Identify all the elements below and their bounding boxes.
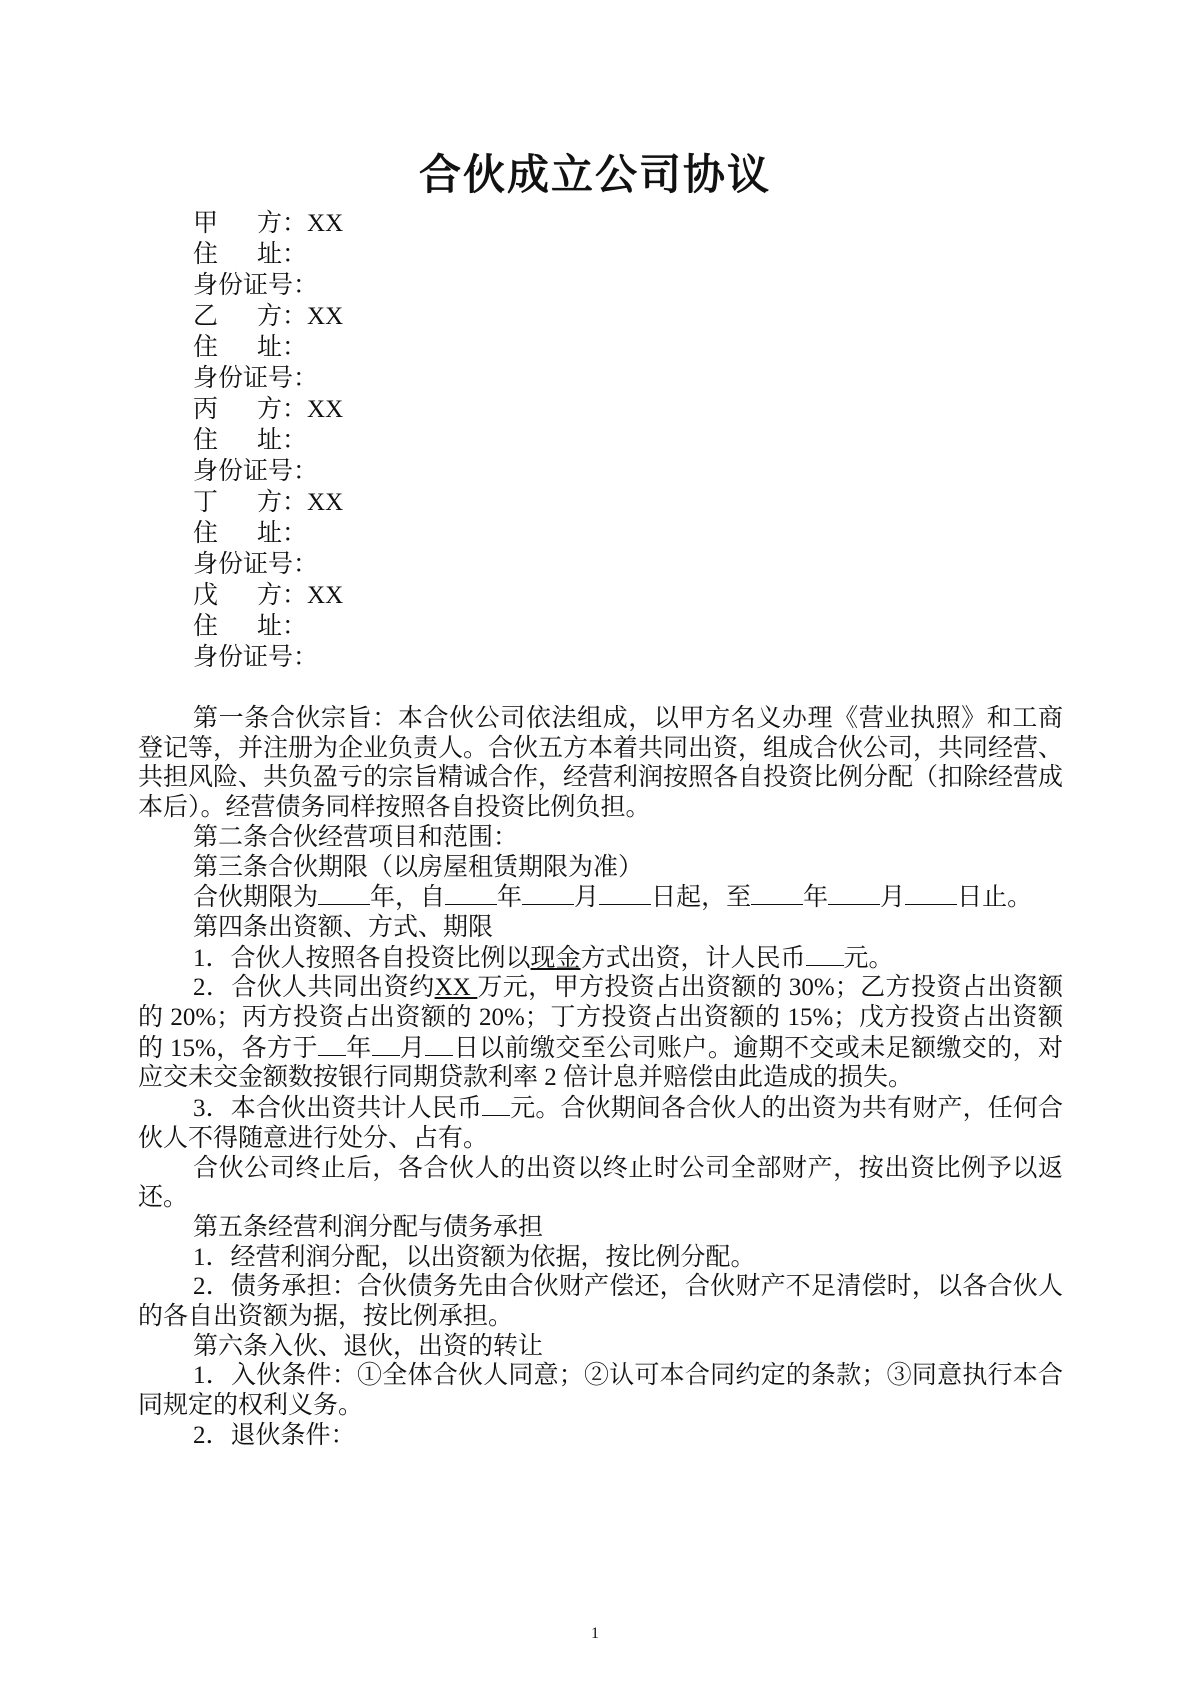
- party-id-line: [193, 549, 343, 580]
- party-id-line: [193, 642, 343, 673]
- party-address-line: [193, 611, 343, 642]
- blank-field: [318, 1033, 346, 1056]
- article-6-clause-1: 1．入伙条件：①全体合伙人同意；②认可本合同约定的条款；③同意执行本合同规定的权利义务。: [138, 1362, 1063, 1420]
- address-label-suffix: 址：: [257, 241, 308, 268]
- blank-field: [828, 882, 880, 905]
- text: 1．合伙人按照各自投资比例以: [193, 944, 531, 972]
- article-4-clause-4: 合伙公司终止后，各合伙人的出资以终止时公司全部财产，按出资比例予以返还。: [138, 1154, 1063, 1212]
- party-role-suffix: 方：: [257, 489, 308, 516]
- text: 月: [399, 1034, 426, 1062]
- address-label-suffix: 址：: [257, 427, 308, 454]
- article-4-clause-3: [138, 1093, 1063, 1153]
- party-role: 戊: [193, 582, 219, 609]
- text: 月: [880, 884, 906, 912]
- text: 2．合伙人共同出资约: [193, 974, 435, 1002]
- party-address-line: [193, 518, 343, 549]
- blank-field: [482, 1093, 510, 1116]
- party-name-line: [193, 301, 343, 332]
- page-number: 1: [591, 1625, 599, 1642]
- address-label: 住: [193, 520, 219, 547]
- article-2-heading: 第二条合伙经营项目和范围：: [193, 823, 519, 851]
- article-5-clause-2: 2．债务承担：合伙债务先由合伙财产偿还，合伙财产不足清偿时，以各合伙人的各自出资额为据，按比例承担。: [138, 1273, 1063, 1331]
- party-address-line: [193, 332, 343, 363]
- text: 年: [497, 884, 523, 912]
- party-name-line: [193, 487, 343, 518]
- party-name-line: [193, 208, 343, 239]
- text: 万元，甲方投资占出资额的 30%；乙方投资占出资额的 20%；丙方投资占出资额的 20%；丁方投资占出资额的 15%；戊方投资占出资额的 15%，各方于: [138, 974, 1063, 1062]
- blank-field: [751, 882, 803, 905]
- id-label: 身份证号：: [193, 644, 319, 671]
- agreement-body: [138, 704, 1063, 1451]
- blank-field: [372, 1033, 400, 1056]
- address-label-suffix: 址：: [257, 334, 308, 361]
- text: 日止。: [957, 884, 1033, 912]
- article-4-clause-2: [138, 973, 1063, 1093]
- text: 元。合伙期间各合伙人的出资为共有财产，任何合伙人不得随意进行处分、占有。: [138, 1095, 1063, 1152]
- party-role-suffix: 方：: [257, 303, 308, 330]
- party-id-line: [193, 270, 343, 301]
- blank-field: [806, 943, 844, 966]
- party-name: XX: [307, 210, 344, 237]
- text: 年: [345, 1034, 372, 1062]
- party-name: XX: [307, 396, 344, 423]
- underlined-text: 现金: [530, 944, 581, 972]
- text: 3．本合伙出资共计人民币: [193, 1095, 483, 1123]
- text: 日起，至: [651, 884, 752, 912]
- article-3-term: [138, 882, 1063, 913]
- text: 日以前缴交至公司账户。逾期不交或未足额缴交的，对应交未交金额数按银行同期贷款利率 2 倍计息并赔偿由此造成的损失。: [138, 1034, 1063, 1092]
- underlined-text: XX: [434, 974, 478, 1002]
- party-name-line: [193, 394, 343, 425]
- text: 月: [574, 884, 600, 912]
- article-5-heading: 第五条经营利润分配与债务承担: [193, 1213, 544, 1241]
- article-3-heading: 第三条合伙期限（以房屋租赁期限为准）: [193, 853, 644, 881]
- article-6-clause-2: 2．退伙条件：: [193, 1421, 356, 1449]
- blank-field: [522, 882, 574, 905]
- party-id-line: [193, 363, 343, 394]
- address-label: 住: [193, 241, 219, 268]
- blank-field: [599, 882, 651, 905]
- id-label: 身份证号：: [193, 458, 319, 485]
- blank-field: [425, 1033, 453, 1056]
- party-name-line: [193, 580, 343, 611]
- party-role-suffix: 方：: [257, 210, 308, 237]
- party-address-line: [193, 239, 343, 270]
- article-5-clause-1: 1．经营利润分配，以出资额为依据，按比例分配。: [193, 1243, 756, 1271]
- document-title: 合伙成立公司协议: [418, 150, 771, 199]
- id-label: 身份证号：: [193, 365, 319, 392]
- address-label-suffix: 址：: [257, 613, 308, 640]
- article-6-heading: 第六条入伙、退伙，出资的转让: [193, 1332, 544, 1360]
- text: 元。: [843, 944, 894, 972]
- article-4-heading: 第四条出资额、方式、期限: [193, 913, 494, 941]
- party-name: XX: [307, 303, 344, 330]
- party-name: XX: [307, 489, 344, 516]
- party-role: 丁: [193, 489, 219, 516]
- party-role: 丙: [193, 396, 219, 423]
- text: 方式出资，计人民币: [580, 944, 806, 972]
- party-role: 乙: [193, 303, 219, 330]
- address-label: 住: [193, 613, 219, 640]
- address-label: 住: [193, 427, 219, 454]
- party-role-suffix: 方：: [257, 396, 308, 423]
- party-id-line: [193, 456, 343, 487]
- text: 合伙期限为: [193, 884, 319, 912]
- address-label: 住: [193, 334, 219, 361]
- text: 年: [803, 884, 829, 912]
- article-4-clause-1: [138, 943, 1063, 974]
- party-role: 甲: [193, 210, 219, 237]
- party-name: XX: [307, 582, 344, 609]
- id-label: 身份证号：: [193, 551, 319, 578]
- blank-field: [318, 882, 370, 905]
- article-1: 第一条合伙宗旨：本合伙公司依法组成，以甲方名义办理《营业执照》和工商登记等，并注册为企业负责人。合伙五方本着共同出资，组成合伙公司，共同经营、共担风险、共负盈亏的宗旨精诚合作，经营利润按照各自投资比例分配（扣除经营成本后）。经营债务同样按照各自投资比例负担。: [138, 705, 1064, 822]
- text: 年，自: [370, 884, 446, 912]
- parties-block: [193, 208, 343, 673]
- blank-field: [905, 882, 957, 905]
- id-label: 身份证号：: [193, 272, 319, 299]
- blank-field: [445, 882, 497, 905]
- party-role-suffix: 方：: [257, 582, 308, 609]
- party-address-line: [193, 425, 343, 456]
- address-label-suffix: 址：: [257, 520, 308, 547]
